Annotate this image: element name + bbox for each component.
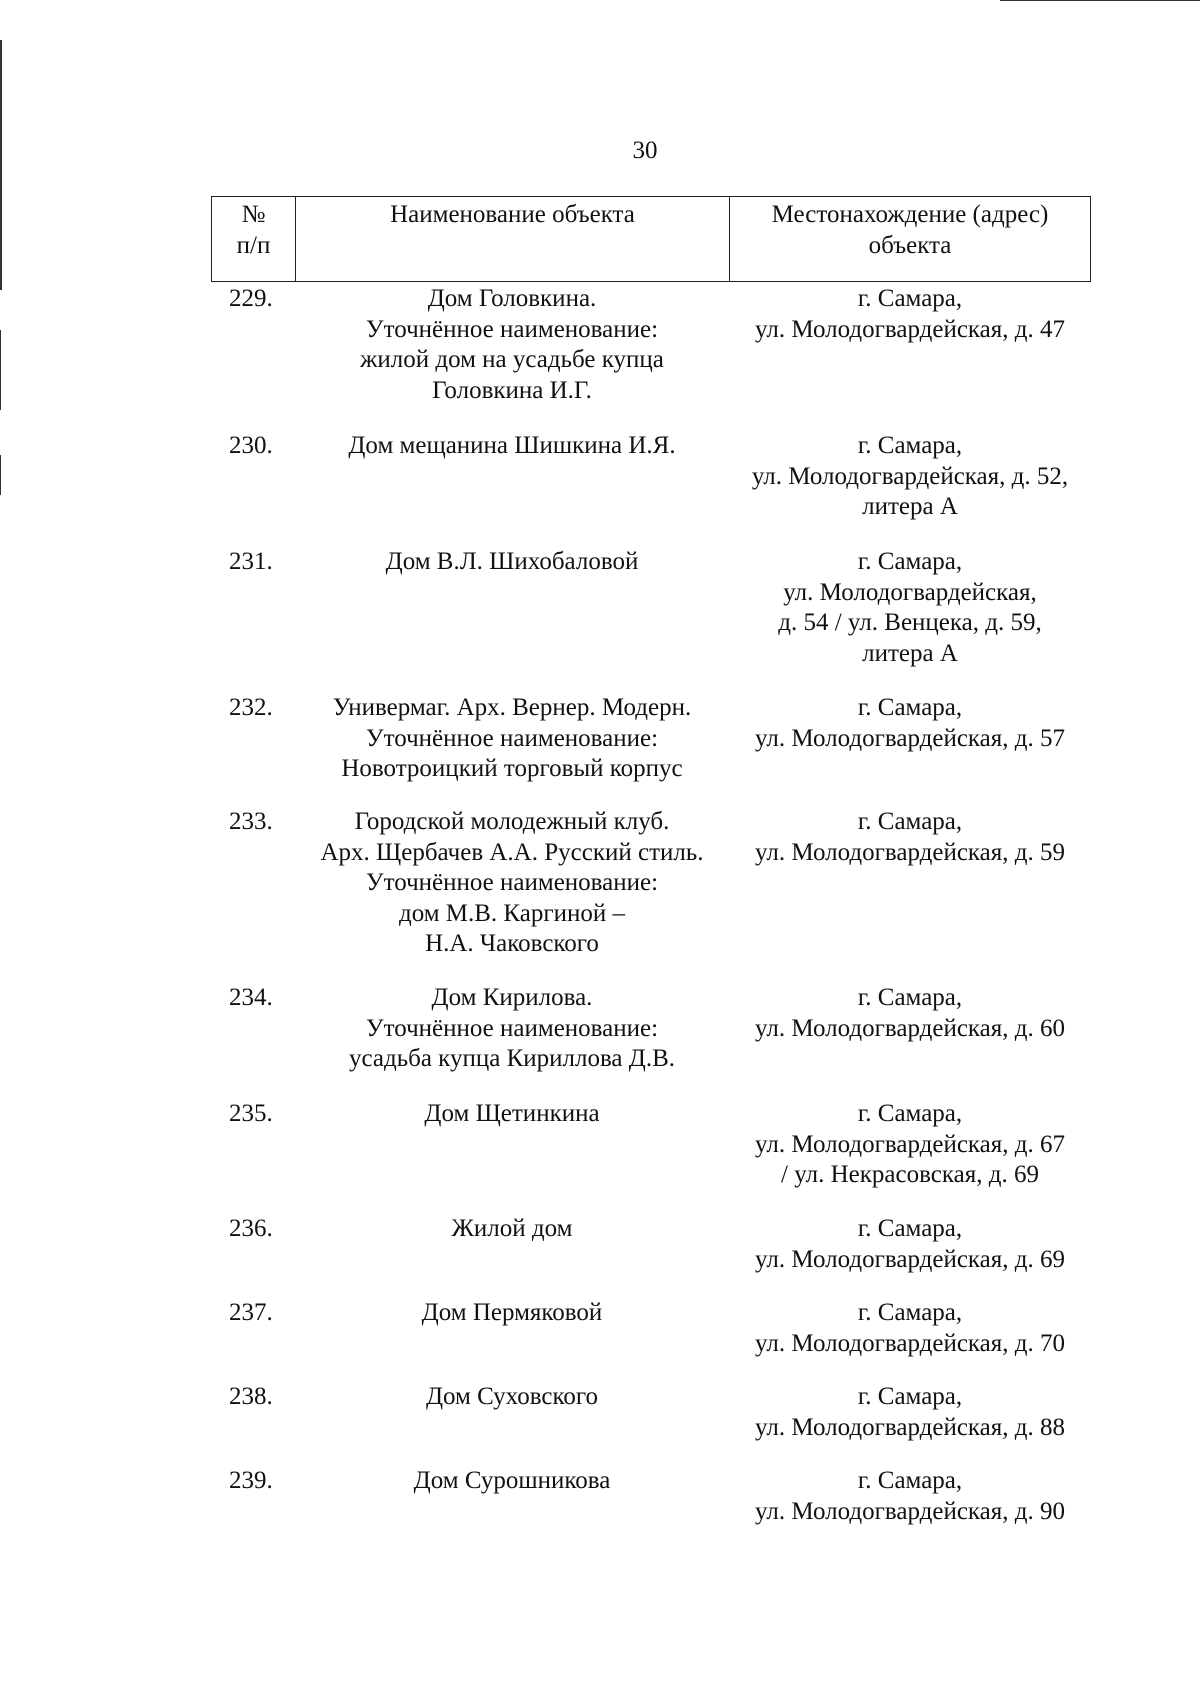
object-name: Дом Пермяковой xyxy=(421,1299,603,1326)
object-address: г. Самара, ул. Молодогвардейская, д. 54 / ул. Венцека, д. 59, литера А xyxy=(778,548,1042,667)
table-row xyxy=(211,284,1091,431)
object-name: Городской молодежный клуб. Арх. Щербачев А.А. Русский стиль. Уточнённое наименование: дом М.В. Каргиной – Н.А. Чаковского xyxy=(320,808,704,957)
scan-edge-mark xyxy=(0,330,1,410)
header-name-label: Наименование объекта xyxy=(390,201,635,228)
table-row xyxy=(211,1466,1091,1550)
page-number: 30 xyxy=(632,137,658,164)
table-row xyxy=(211,431,1091,547)
row-number: 239. xyxy=(229,1467,273,1494)
row-number: 237. xyxy=(229,1299,273,1326)
table-row xyxy=(211,1298,1091,1382)
header-address-label: Местонахождение (адрес) объекта xyxy=(771,201,1049,259)
table-row xyxy=(211,807,1091,983)
table-row xyxy=(211,693,1091,807)
object-address: г. Самара, ул. Молодогвардейская, д. 88 xyxy=(755,1383,1065,1441)
header-number-label: № п/п xyxy=(236,201,271,259)
object-address: г. Самара, ул. Молодогвардейская, д. 57 xyxy=(755,694,1065,752)
object-name: Дом мещанина Шишкина И.Я. xyxy=(348,432,676,459)
row-number: 235. xyxy=(229,1100,273,1127)
object-address: г. Самара, ул. Молодогвардейская, д. 52, литера А xyxy=(751,432,1069,520)
table-row xyxy=(211,1382,1091,1466)
row-number: 232. xyxy=(229,694,273,721)
object-address: г. Самара, ул. Молодогвардейская, д. 90 xyxy=(755,1467,1065,1525)
object-name: Дом Головкина. Уточнённое наименование: жилой дом на усадьбе купца Головкина И.Г. xyxy=(360,285,664,404)
table-header xyxy=(211,196,1091,282)
table-row xyxy=(211,983,1091,1099)
table-row xyxy=(211,547,1091,693)
header-number xyxy=(212,197,296,281)
row-number: 234. xyxy=(229,984,273,1011)
object-name: Дом Щетинкина xyxy=(424,1100,600,1127)
object-address: г. Самара, ул. Молодогвардейская, д. 59 xyxy=(755,808,1065,866)
row-number: 236. xyxy=(229,1215,273,1242)
object-name: Дом В.Л. Шихобаловой xyxy=(385,548,639,575)
row-number: 238. xyxy=(229,1383,273,1410)
object-name: Универмаг. Арх. Вернер. Модерн. Уточнённое наименование: Новотроицкий торговый корпус xyxy=(332,694,692,782)
row-number: 231. xyxy=(229,548,273,575)
object-address: г. Самара, ул. Молодогвардейская, д. 67 / ул. Некрасовская, д. 69 xyxy=(755,1100,1065,1188)
table-body xyxy=(211,284,1091,1550)
object-address: г. Самара, ул. Молодогвардейская, д. 47 xyxy=(755,285,1065,343)
table-row xyxy=(211,1099,1091,1214)
object-name: Дом Кирилова. Уточнённое наименование: усадьба купца Кириллова Д.В. xyxy=(348,984,675,1072)
object-name: Дом Суховского xyxy=(425,1383,598,1410)
table-row xyxy=(211,1214,1091,1298)
row-number: 233. xyxy=(229,808,273,835)
row-number: 229. xyxy=(229,285,273,312)
scan-edge-mark xyxy=(0,455,1,495)
header-name xyxy=(296,197,730,281)
object-address: г. Самара, ул. Молодогвардейская, д. 69 xyxy=(755,1215,1065,1273)
row-number: 230. xyxy=(229,432,273,459)
object-address: г. Самара, ул. Молодогвардейская, д. 60 xyxy=(755,984,1065,1042)
object-name: Жилой дом xyxy=(451,1215,573,1242)
header-address xyxy=(730,197,1090,281)
object-name: Дом Сурошникова xyxy=(413,1467,611,1494)
object-address: г. Самара, ул. Молодогвардейская, д. 70 xyxy=(755,1299,1065,1357)
scan-edge-mark xyxy=(1000,0,1200,1)
